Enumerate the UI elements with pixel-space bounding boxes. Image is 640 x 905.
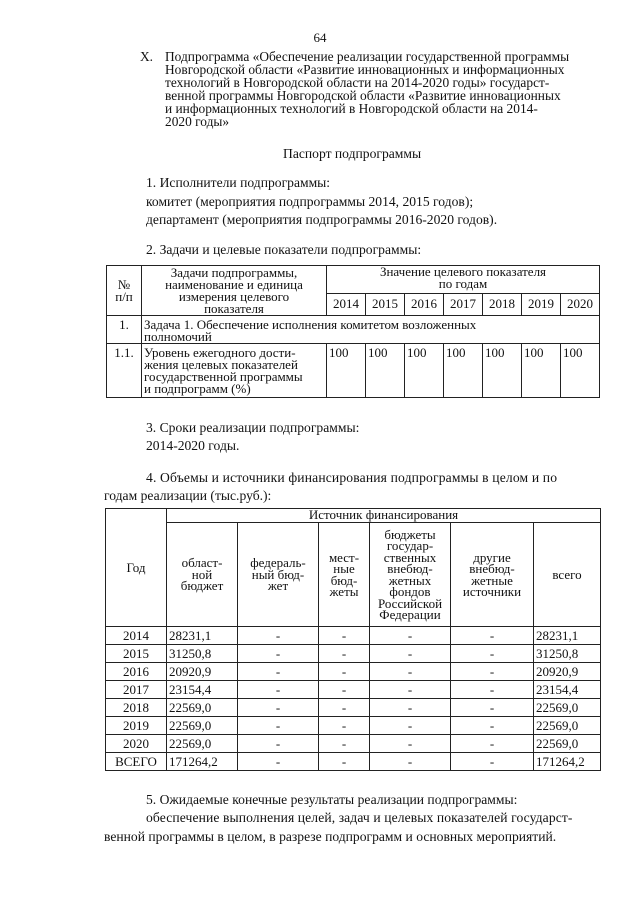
funding-cell-funds: - xyxy=(370,753,451,771)
funding-cell-funds: - xyxy=(370,645,451,663)
funding-row xyxy=(106,663,601,681)
value-2015: 100 xyxy=(366,344,405,398)
year-2015: 2015 xyxy=(366,293,405,315)
funding-row xyxy=(106,753,601,771)
funding-cell-federal: - xyxy=(238,699,319,717)
funding-cell-other: - xyxy=(451,681,534,699)
value-2019: 100 xyxy=(522,344,561,398)
funding-cell-funds: - xyxy=(370,699,451,717)
funding-row xyxy=(106,645,601,663)
year-2019: 2019 xyxy=(522,293,561,315)
section-title-line-5: и информационных технологий в Новгородской области на 2014- xyxy=(165,101,538,116)
funding-cell-regional: 20920,9 xyxy=(167,663,238,681)
col-year-header: Год xyxy=(106,509,167,627)
funding-cell-year: 2020 xyxy=(106,735,167,753)
funding-cell-year: 2016 xyxy=(106,663,167,681)
funding-cell-total: 28231,1 xyxy=(534,627,601,645)
funding-cell-other: - xyxy=(451,645,534,663)
funding-cell-local: - xyxy=(319,645,370,663)
funding-cell-regional: 23154,4 xyxy=(167,681,238,699)
value-2017: 100 xyxy=(444,344,483,398)
funding-cell-other: - xyxy=(451,735,534,753)
funding-cell-total: 31250,8 xyxy=(534,645,601,663)
funding-cell-other: - xyxy=(451,699,534,717)
year-2020: 2020 xyxy=(561,293,600,315)
col-num-header: № п/п xyxy=(107,266,142,316)
funding-cell-local: - xyxy=(319,681,370,699)
value-2014: 100 xyxy=(327,344,366,398)
col-other-header: другие внебюд- жетные источники xyxy=(451,523,534,627)
funding-cell-other: - xyxy=(451,753,534,771)
funding-cell-other: - xyxy=(451,717,534,735)
funding-cell-year: ВСЕГО xyxy=(106,753,167,771)
funding-cell-regional: 22569,0 xyxy=(167,699,238,717)
funding-row xyxy=(106,627,601,645)
funding-cell-regional: 171264,2 xyxy=(167,753,238,771)
col-task-header: Задачи подпрограммы, наименование и единица измерения целевого показателя xyxy=(142,266,327,316)
funding-cell-total: 23154,4 xyxy=(534,681,601,699)
results-heading: 5. Ожидаемые конечные результаты реализации подпрограммы: xyxy=(146,792,518,807)
task-1-text: Задача 1. Обеспечение исполнения комитетом возложенных полномочий xyxy=(142,316,600,344)
funding-cell-other: - xyxy=(451,663,534,681)
executor-line-1: комитет (мероприятия подпрограммы 2014, 2015 годов); xyxy=(146,194,474,209)
funding-cell-local: - xyxy=(319,753,370,771)
funding-cell-regional: 22569,0 xyxy=(167,717,238,735)
indicator-1-1-text: Уровень ежегодного дости- жения целевых показателей государственной программы и подпрограмм (%) xyxy=(142,344,327,398)
executor-line-2: департамент (мероприятия подпрограммы 2016-2020 годов). xyxy=(146,212,498,227)
funding-cell-local: - xyxy=(319,627,370,645)
section-title-line-1: Подпрограмма «Обеспечение реализации государственной программы xyxy=(165,49,570,64)
col-regional-header: област- ной бюджет xyxy=(167,523,238,627)
funding-cell-other: - xyxy=(451,627,534,645)
results-line-1: обеспечение выполнения целей, задач и целевых показателей государст- xyxy=(146,810,573,825)
col-federal-header: федераль- ный бюд- жет xyxy=(238,523,319,627)
section-title-line-2: Новгородской области «Развитие инновационных и информационных xyxy=(165,62,565,77)
year-2016: 2016 xyxy=(405,293,444,315)
col-funds-header: бюджеты государ- ственных внебюд- жетных фондов Российской Федерации xyxy=(370,523,451,627)
year-2014: 2014 xyxy=(327,293,366,315)
funding-cell-federal: - xyxy=(238,681,319,699)
funding-cell-federal: - xyxy=(238,735,319,753)
year-2017: 2017 xyxy=(444,293,483,315)
funding-cell-regional: 31250,8 xyxy=(167,645,238,663)
tasks-table xyxy=(106,265,600,398)
funding-heading-line-1: 4. Объемы и источники финансирования подпрограммы в целом и по xyxy=(146,470,558,485)
terms-heading: 3. Сроки реализации подпрограммы: xyxy=(146,420,360,435)
funding-row xyxy=(106,699,601,717)
funding-cell-total: 22569,0 xyxy=(534,735,601,753)
passport-title: Паспорт подпрограммы xyxy=(283,146,422,161)
funding-cell-year: 2014 xyxy=(106,627,167,645)
funding-cell-funds: - xyxy=(370,735,451,753)
funding-cell-local: - xyxy=(319,663,370,681)
funding-row xyxy=(106,681,601,699)
section-title-line-6: 2020 годы» xyxy=(165,114,230,129)
section-number: X. xyxy=(140,49,154,64)
funding-cell-funds: - xyxy=(370,681,451,699)
year-2018: 2018 xyxy=(483,293,522,315)
value-2018: 100 xyxy=(483,344,522,398)
funding-cell-federal: - xyxy=(238,753,319,771)
col-total-header: всего xyxy=(534,523,601,627)
col-source-header: Источник финансирования xyxy=(167,509,601,523)
section-heading xyxy=(120,50,610,128)
funding-cell-year: 2019 xyxy=(106,717,167,735)
funding-cell-local: - xyxy=(319,735,370,753)
funding-cell-year: 2015 xyxy=(106,645,167,663)
funding-row xyxy=(106,717,601,735)
funding-cell-year: 2018 xyxy=(106,699,167,717)
funding-cell-regional: 22569,0 xyxy=(167,735,238,753)
funding-cell-year: 2017 xyxy=(106,681,167,699)
task-1-num: 1. xyxy=(107,316,142,344)
funding-cell-total: 20920,9 xyxy=(534,663,601,681)
indicator-1-1-num: 1.1. xyxy=(107,344,142,398)
funding-cell-funds: - xyxy=(370,627,451,645)
funding-cell-total: 22569,0 xyxy=(534,699,601,717)
funding-cell-local: - xyxy=(319,699,370,717)
value-2016: 100 xyxy=(405,344,444,398)
section-title-line-3: технологий в Новгородской области на 2014-2020 годы» государст- xyxy=(165,75,550,90)
funding-row xyxy=(106,735,601,753)
funding-table xyxy=(105,508,601,771)
executors-heading: 1. Исполнители подпрограммы: xyxy=(146,175,331,190)
funding-cell-federal: - xyxy=(238,663,319,681)
funding-cell-federal: - xyxy=(238,627,319,645)
value-2020: 100 xyxy=(561,344,600,398)
funding-cell-federal: - xyxy=(238,717,319,735)
funding-cell-funds: - xyxy=(370,663,451,681)
funding-cell-federal: - xyxy=(238,645,319,663)
funding-cell-total: 22569,0 xyxy=(534,717,601,735)
funding-cell-regional: 28231,1 xyxy=(167,627,238,645)
page-number: 64 xyxy=(313,30,327,45)
terms-value: 2014-2020 годы. xyxy=(146,438,240,453)
col-value-header: Значение целевого показателя по годам xyxy=(327,266,600,294)
results-line-2: венной программы в целом, в разрезе подпрограмм и основных мероприятий. xyxy=(104,829,557,844)
section-title-line-4: венной программы Новгородской области «Развитие инновационных xyxy=(165,88,561,103)
funding-heading-line-2: годам реализации (тыс.руб.): xyxy=(104,488,272,503)
tasks-heading: 2. Задачи и целевые показатели подпрограммы: xyxy=(146,242,422,257)
col-local-header: мест- ные бюд- жеты xyxy=(319,523,370,627)
funding-cell-funds: - xyxy=(370,717,451,735)
funding-cell-local: - xyxy=(319,717,370,735)
funding-cell-total: 171264,2 xyxy=(534,753,601,771)
